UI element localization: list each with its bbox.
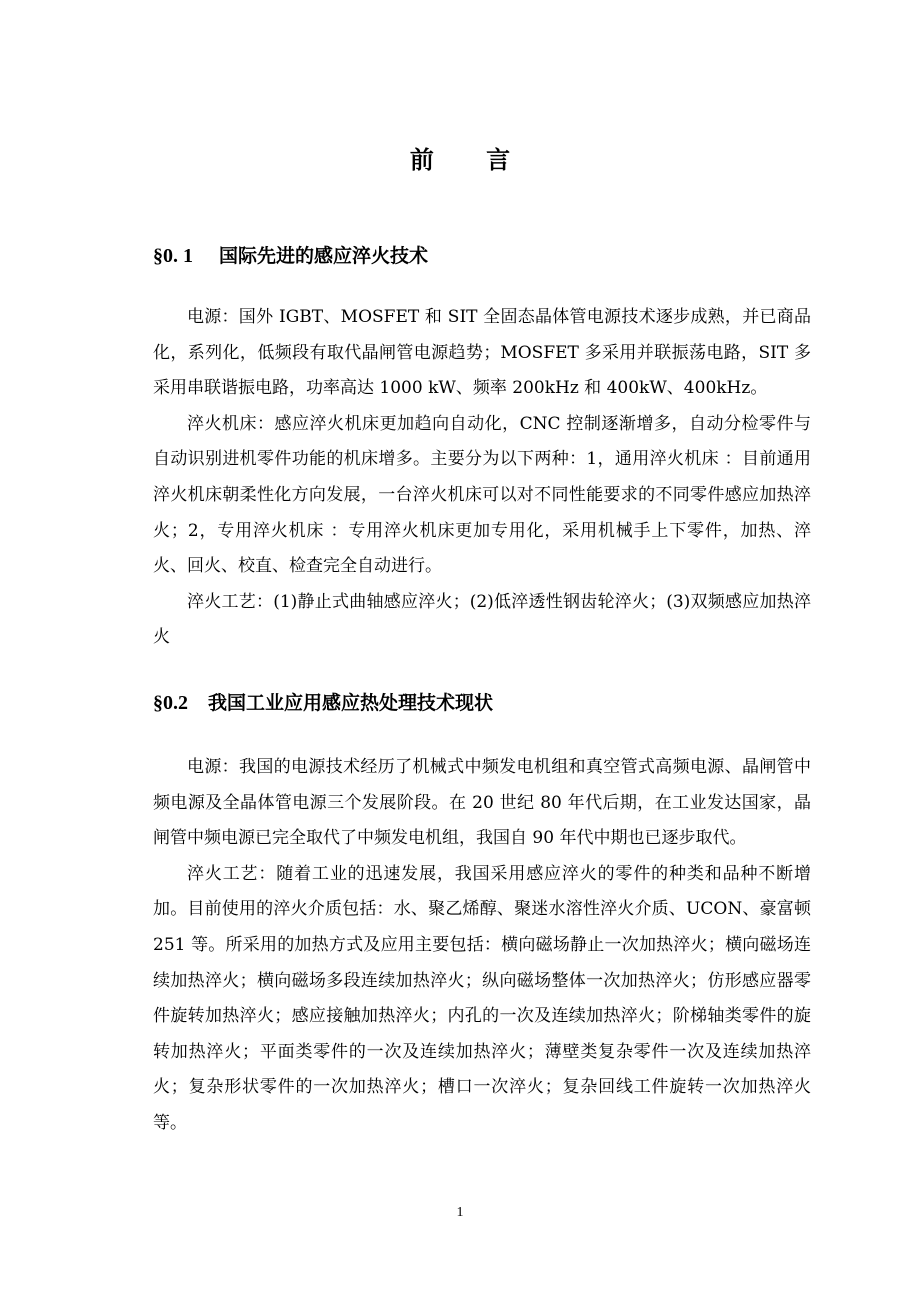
section-number: §0.2 (153, 692, 188, 714)
paragraph-domestic-power-supply: 电源：我国的电源技术经历了机械式中频发电机组和真空管式高频电源、晶闸管中频电源及全晶体管电源三个发展阶段。在 20 世纪 80 年代后期，在工业发达国家，晶闸管中频电源已完全取代了中频发电机组，我国自 90 年代中期也已逐步取代。 (153, 757, 811, 849)
section-title: 国际先进的感应淬火技术 (219, 245, 429, 267)
paragraph-quenching-process: 淬火工艺：(1)静止式曲轴感应淬火；(2)低淬透性钢齿轮淬火；(3)双频感应加热淬火 (153, 591, 811, 648)
section-heading-0-2 (153, 688, 493, 715)
section-body-0-1 (153, 300, 811, 656)
page-number: 1 (456, 1205, 464, 1220)
page-title: 前 言 (409, 146, 533, 174)
section-body-0-2 (153, 750, 811, 1142)
section-number: §0. 1 (153, 245, 193, 267)
paragraph-domestic-quenching-process: 淬火工艺：随着工业的迅速发展，我国采用感应淬火的零件的种类和品种不断增加。目前使用的淬火介质包括：水、聚乙烯醇、聚迷水溶性淬火介质、UCON、豪富顿 251 等。所采用的加热方式及应用主要包括：横向磁场静止一次加热淬火；横向磁场连续加热淬火；横向磁场多段连续加热淬火；纵向磁场整体一次加热淬火；仿形感应器零件旋转加热淬火；感应接触加热淬火；内孔的一次及连续加热淬火；阶梯轴类零件的旋转加热淬火；平面类零件的一次及连续加热淬火；薄壁类复杂零件一次及连续加热淬火；复杂形状零件的一次加热淬火；槽口一次淬火；复杂回线工件旋转一次加热淬火等。 (153, 863, 811, 1133)
paragraph-quenching-machine: 淬火机床：感应淬火机床更加趋向自动化，CNC 控制逐渐增多，自动分检零件与自动识别进机零件功能的机床增多。主要分为以下两种：1，通用淬火机床 ：目前通用淬火机床朝柔性化方向发展，一台淬火机床可以对不同性能要求的不同零件感应加热淬火；2，专用淬火机床 ：专用淬火机床更加专用化，采用机械手上下零件，加热、淬火、回火、校直、检查完全自动进行。 (153, 413, 811, 577)
paragraph-power-supply: 电源：国外 IGBT、MOSFET 和 SIT 全固态晶体管电源技术逐步成熟，并已商品化，系列化，低频段有取代晶闸管电源趋势；MOSFET 多采用并联振荡电路，SIT 多采用串联谐振电路，功率高达 1000 kW、频率 200kHz 和 400kW、400kHz。 (153, 307, 811, 399)
section-heading-0-1 (153, 241, 428, 268)
section-title: 我国工业应用感应热处理技术现状 (208, 692, 494, 714)
